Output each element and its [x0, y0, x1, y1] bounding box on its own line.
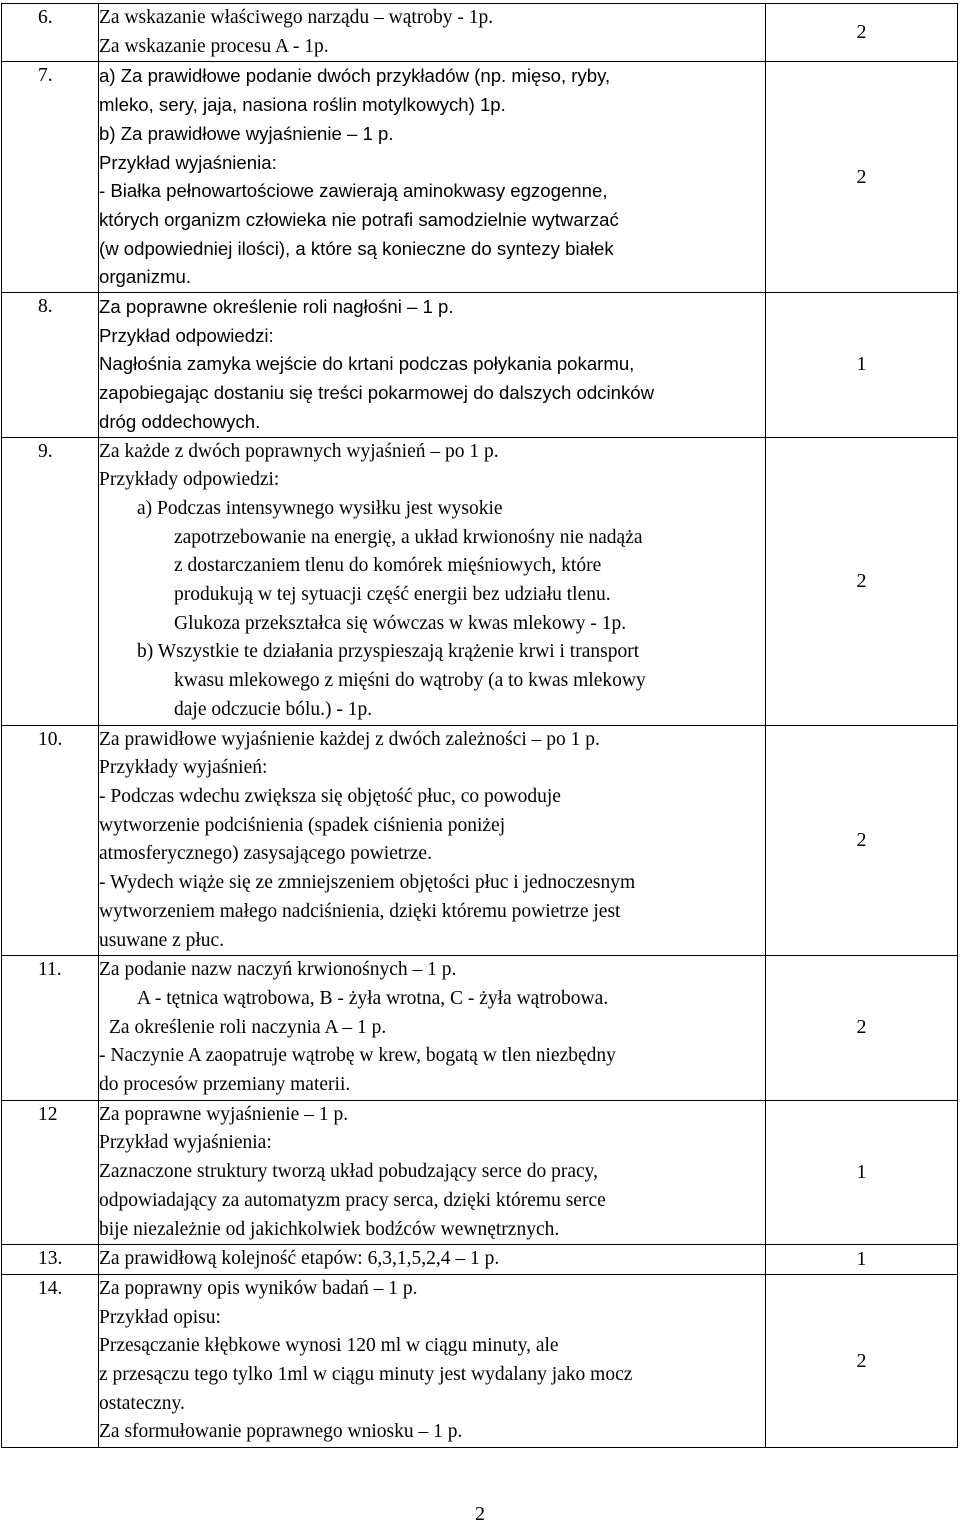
criteria-line: Za prawidłową kolejność etapów: 6,3,1,5,2,4 – 1 p.: [99, 1248, 500, 1270]
task-number: 9.: [38, 440, 53, 462]
points-value: 2: [856, 1016, 867, 1039]
points-value: 2: [856, 828, 867, 851]
task-number-cell: [2, 4, 99, 62]
points-cell: [766, 725, 958, 956]
task-criteria-cell: [99, 1245, 766, 1275]
criteria-line: ostateczny.: [99, 1392, 185, 1414]
criteria-line: daje odczucie bólu.) - 1p.: [174, 698, 373, 720]
task-criteria-cell: [99, 4, 766, 62]
task-number: 8.: [38, 296, 53, 318]
answer-key-body: [2, 4, 958, 1448]
points-cell: [766, 4, 958, 62]
task-number-cell: [2, 62, 99, 293]
criteria-line: (w odpowiedniej ilości), a które są konieczne do syntezy białek: [99, 237, 614, 259]
points-value: 2: [856, 21, 867, 44]
criteria-line: mleko, sery, jaja, nasiona roślin motylkowych) 1p.: [99, 94, 506, 116]
criteria-line: z przesączu tego tylko 1ml w ciągu minuty jest wydalany jako mocz: [99, 1364, 633, 1386]
task-criteria-cell: [99, 437, 766, 725]
criteria-line: kwasu mlekowego z mięśni do wątroby (a to kwas mlekowy: [174, 670, 646, 692]
task-number: 10.: [38, 728, 63, 750]
task-number-cell: [2, 1274, 99, 1447]
task-number: 14.: [38, 1277, 63, 1299]
criteria-line: b) Wszystkie te działania przyspieszają krążenie krwi i transport: [137, 641, 640, 663]
criteria-line: Przykład wyjaśnienia:: [99, 1132, 272, 1154]
task-row: [2, 437, 958, 725]
criteria-line: a) Podczas intensywnego wysiłku jest wysokie: [137, 497, 503, 519]
criteria-line: wytworzeniem małego nadciśnienia, dzięki któremu powietrze jest: [99, 900, 621, 922]
criteria-line: atmosferycznego) zasysającego powietrze.: [99, 843, 432, 865]
task-criteria-cell: [99, 1274, 766, 1447]
task-number-cell: [2, 437, 99, 725]
criteria-line: - Białka pełnowartościowe zawierają aminokwasy egzogenne,: [99, 180, 608, 202]
points-cell: [766, 62, 958, 293]
criteria-line: Za wskazanie właściwego narządu – wątroby - 1p.: [99, 7, 494, 28]
criteria-line: b) Za prawidłowe wyjaśnienie – 1 p.: [99, 122, 394, 144]
criteria-line: Przykłady wyjaśnień:: [99, 757, 268, 779]
points-value: 2: [856, 1349, 867, 1372]
task-number: 12: [38, 1103, 58, 1125]
criteria-line: z dostarczaniem tlenu do komórek mięśniowych, które: [174, 555, 602, 577]
task-number: 13.: [38, 1248, 63, 1270]
points-cell: [766, 1274, 958, 1447]
criteria-line: zapobiegając dostaniu się treści pokarmowej do dalszych odcinków: [99, 382, 655, 404]
points-cell: [766, 1245, 958, 1275]
criteria-line: Za wskazanie procesu A - 1p.: [99, 35, 329, 57]
task-number-cell: [2, 956, 99, 1101]
task-row: [2, 1245, 958, 1275]
criteria-line: dróg oddechowych.: [99, 410, 261, 432]
criteria-line: Za prawidłowe wyjaśnienie każdej z dwóch zależności – po 1 p.: [99, 728, 600, 750]
task-criteria-cell: [99, 293, 766, 438]
criteria-line: Zaznaczone struktury tworzą układ pobudzający serce do pracy,: [99, 1161, 599, 1183]
points-value: 1: [856, 1248, 867, 1271]
task-row: [2, 62, 958, 293]
criteria-line: - Podczas wdechu zwiększa się objętość płuc, co powoduje: [99, 785, 561, 807]
task-row: [2, 725, 958, 956]
criteria-line: Za poprawne określenie roli nagłośni – 1 p.: [99, 296, 454, 318]
points-cell: [766, 956, 958, 1101]
criteria-line: organizmu.: [99, 266, 191, 288]
task-criteria-cell: [99, 1100, 766, 1245]
criteria-line: - Naczynie A zaopatruje wątrobę w krew, bogatą w tlen niezbędny: [99, 1045, 616, 1067]
criteria-line: Glukoza przekształca się wówczas w kwas mlekowy - 1p.: [174, 612, 627, 634]
criteria-line: a) Za prawidłowe podanie dwóch przykładów (np. mięso, ryby,: [99, 65, 611, 87]
page-number: 2: [475, 1503, 485, 1525]
task-number-cell: [2, 1100, 99, 1245]
criteria-line: odpowiadający za automatyzm pracy serca, dzięki któremu serce: [99, 1189, 606, 1211]
points-cell: [766, 1100, 958, 1245]
criteria-line: Przykład wyjaśnienia:: [99, 151, 277, 173]
criteria-line: Za sformułowanie poprawnego wniosku – 1 p.: [99, 1421, 463, 1443]
criteria-line: do procesów przemiany materii.: [99, 1074, 351, 1096]
task-criteria-cell: [99, 62, 766, 293]
task-row: [2, 1100, 958, 1245]
criteria-line: Przykład odpowiedzi:: [99, 324, 274, 346]
task-number-cell: [2, 293, 99, 438]
criteria-line: Za poprawne wyjaśnienie – 1 p.: [99, 1103, 349, 1125]
points-value: 1: [856, 1160, 867, 1183]
points-cell: [766, 437, 958, 725]
task-number: 6.: [38, 7, 53, 28]
criteria-line: Przykład opisu:: [99, 1306, 221, 1328]
task-criteria-cell: [99, 725, 766, 956]
points-value: 1: [856, 353, 867, 376]
criteria-line: Nagłośnia zamyka wejście do krtani podczas połykania pokarmu,: [99, 353, 635, 375]
task-number-cell: [2, 1245, 99, 1275]
criteria-line: A - tętnica wątrobowa, B - żyła wrotna, C - żyła wątrobowa.: [137, 987, 609, 1009]
points-value: 2: [856, 165, 867, 188]
points-value: 2: [856, 569, 867, 592]
criteria-line: wytworzenie podciśnienia (spadek ciśnienia poniżej: [99, 814, 506, 836]
criteria-line: Przesączanie kłębkowe wynosi 120 ml w ciągu minuty, ale: [99, 1335, 559, 1357]
criteria-line: produkują w tej sytuacji część energii bez udziału tlenu.: [174, 584, 611, 606]
task-number: 7.: [38, 65, 53, 87]
task-row: [2, 293, 958, 438]
criteria-line: Za poprawny opis wyników badań – 1 p.: [99, 1277, 418, 1299]
task-number: 11.: [38, 959, 62, 981]
criteria-line: bije niezależnie od jakichkolwiek bodźców wewnętrznych.: [99, 1218, 560, 1240]
criteria-line: zapotrzebowanie na energię, a układ krwionośny nie nadąża: [174, 526, 643, 548]
answer-key-table: [1, 3, 958, 1448]
criteria-line: Przykłady odpowiedzi:: [99, 469, 280, 491]
criteria-line: Za każde z dwóch poprawnych wyjaśnień – po 1 p.: [99, 440, 499, 462]
criteria-line: których organizm człowieka nie potrafi samodzielnie wytwarzać: [99, 208, 619, 230]
task-criteria-cell: [99, 956, 766, 1101]
task-row: [2, 956, 958, 1101]
criteria-line: - Wydech wiąże się ze zmniejszeniem objętości płuc i jednoczesnym: [99, 872, 636, 894]
criteria-line: Za określenie roli naczynia A – 1 p.: [109, 1016, 387, 1038]
task-row: [2, 4, 958, 62]
points-cell: [766, 293, 958, 438]
criteria-line: Za podanie nazw naczyń krwionośnych – 1 p.: [99, 959, 457, 981]
task-number-cell: [2, 725, 99, 956]
criteria-line: usuwane z płuc.: [99, 929, 225, 951]
task-row: [2, 1274, 958, 1447]
